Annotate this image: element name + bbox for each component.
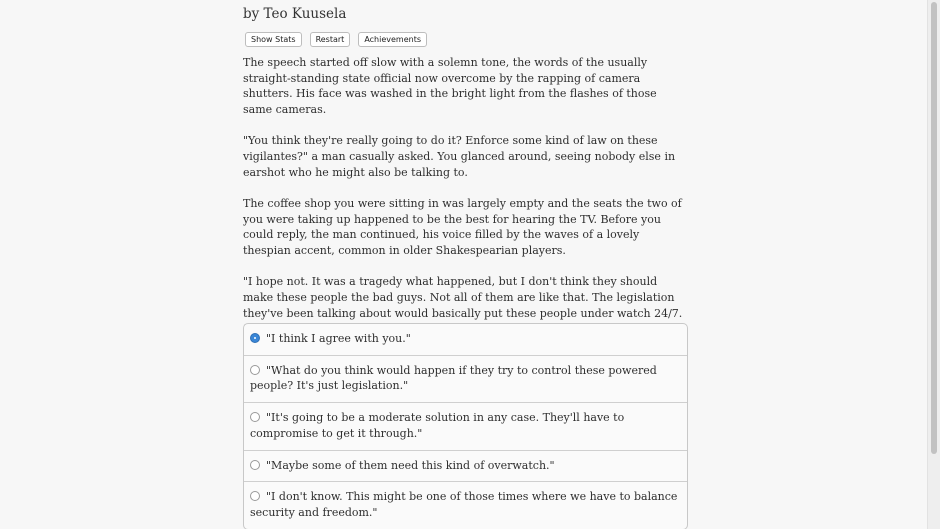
story-paragraph: "I hope not. It was a tragedy what happened, but I don't think they should make these people the bad guys. Not all of them are like that. The legislation they've been talking about would basically put these people under watch 24/7. bbox=[243, 275, 683, 320]
radio-button[interactable] bbox=[250, 333, 260, 343]
choice-option[interactable] bbox=[244, 324, 687, 355]
choice-label: "It's going to be a moderate solution in any case. They'll have to compromise to get it through." bbox=[250, 411, 625, 440]
choice-option[interactable] bbox=[244, 450, 687, 482]
vertical-scrollbar[interactable] bbox=[927, 0, 940, 529]
choice-label: "What do you think would happen if they try to control these powered people? It's just legislation." bbox=[250, 363, 657, 393]
radio-button[interactable] bbox=[250, 491, 260, 501]
restart-button[interactable]: Restart bbox=[310, 32, 351, 47]
radio-button[interactable] bbox=[250, 460, 260, 470]
choice-option[interactable] bbox=[244, 481, 687, 528]
story-paragraph: The coffee shop you were sitting in was largely empty and the seats the two of you were taking up happened to be the best for hearing the TV. Before you could reply, the man continued, his voice filled by the waves of a lovely thespian accent, common in older Shakespearian players. bbox=[243, 196, 682, 258]
author-byline: by Teo Kuusela bbox=[243, 6, 347, 22]
story-paragraph: The speech started off slow with a solemn tone, the words of the usually straight-standing state official now overcome by the rapping of camera shutters. His face was washed in the bright light from the flashes of those same cameras. bbox=[243, 56, 657, 117]
achievements-button[interactable]: Achievements bbox=[358, 32, 427, 47]
story-paragraph: "You think they're really going to do it? Enforce some kind of law on these vigilantes?" a man casually asked. You glanced around, seeing nobody else in earshot who he might also be talking to. bbox=[243, 134, 676, 179]
scrollbar-thumb[interactable] bbox=[931, 2, 937, 454]
choice-option[interactable] bbox=[244, 355, 687, 402]
toolbar bbox=[245, 32, 427, 47]
radio-button[interactable] bbox=[250, 412, 260, 422]
choice-label: "I think I agree with you." bbox=[266, 332, 411, 345]
choice-label: "Maybe some of them need this kind of overwatch." bbox=[266, 458, 555, 472]
story-text bbox=[243, 55, 688, 353]
choice-label: "I don't know. This might be one of those times where we have to balance security and freedom." bbox=[250, 490, 678, 519]
radio-button[interactable] bbox=[250, 365, 260, 375]
show-stats-button[interactable]: Show Stats bbox=[245, 32, 302, 47]
choice-option[interactable] bbox=[244, 402, 687, 449]
choice-list bbox=[243, 323, 688, 529]
